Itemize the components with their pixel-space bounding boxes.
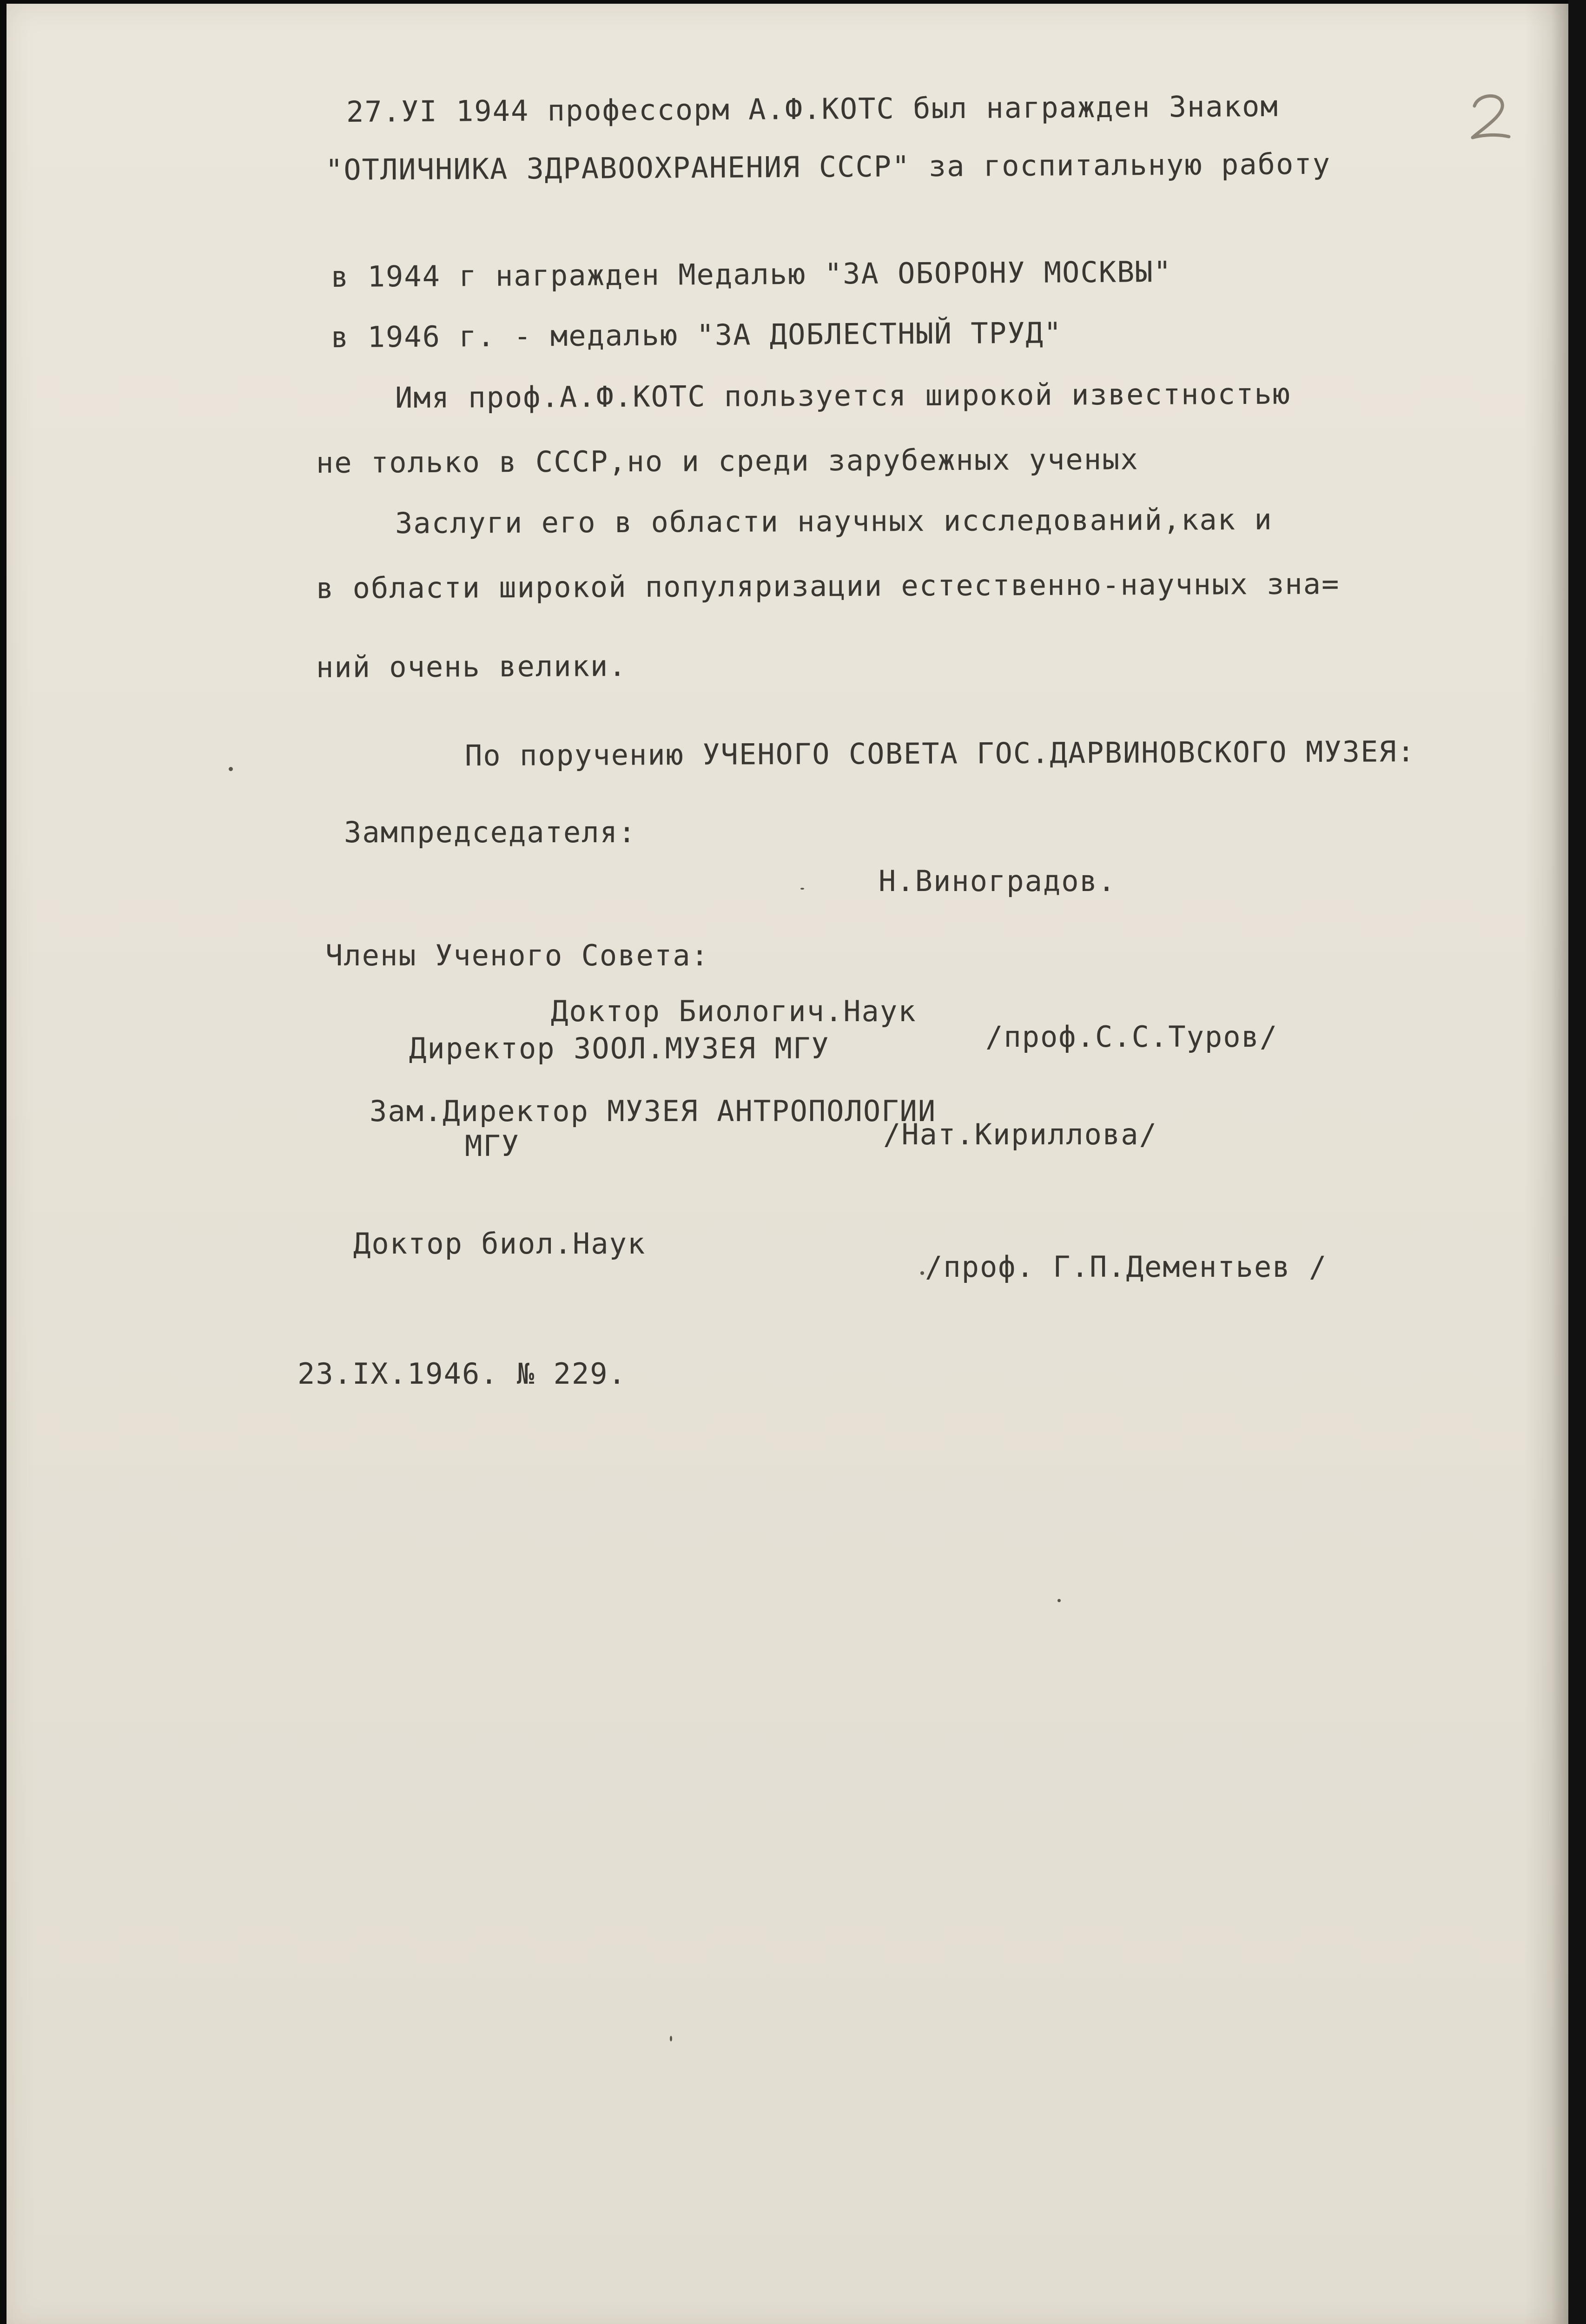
member-3-name: /проф. Г.П.Дементьев / — [925, 1250, 1328, 1284]
fame-line-2: не только в СССР,но и среди зарубежных ученых — [316, 442, 1139, 480]
member-1-name: /проф.С.С.Туров/ — [985, 1020, 1278, 1054]
merit-line-2: в области широкой популяризации естественно-научных зна= — [316, 567, 1340, 605]
paper-speck — [920, 1271, 924, 1275]
document-date-number: 23.IX.1946. № 229. — [297, 1357, 627, 1391]
paper-speck — [800, 888, 804, 890]
members-label: Члены Ученого Совета: — [325, 938, 709, 972]
merit-line-3: ний очень велики. — [316, 649, 627, 684]
member-2-name: /Нат.Кириллова/ — [883, 1117, 1157, 1151]
member-1-position: Директор ЗООЛ.МУЗЕЯ МГУ — [409, 1031, 830, 1065]
fame-line-1: Имя проф.А.Ф.КОТС пользуется широкой известностью — [395, 376, 1291, 415]
commission-line: По поручению УЧЕНОГО СОВЕТА ГОС.ДАРВИНОВСКОГО МУЗЕЯ: — [464, 734, 1416, 772]
award-line-2: "ОТЛИЧНИКА ЗДРАВООХРАНЕНИЯ СССР" за госпитальную работу — [325, 146, 1331, 187]
handwritten-page-number — [1464, 88, 1515, 144]
member-1-degree: Доктор Биологич.Наук — [551, 994, 917, 1028]
paper-speck — [229, 767, 233, 771]
paper-speck — [1057, 1599, 1061, 1602]
deputy-chair-name: Н.Виноградов. — [879, 864, 1117, 898]
deputy-chair-label: Зампредседателя: — [344, 815, 637, 849]
member-2-position-line-1: Зам.Директор МУЗЕЯ АНТРОПОЛОГИИ — [370, 1094, 937, 1128]
scan-border — [1568, 0, 1586, 2324]
paper-fold-shadow — [1525, 4, 1568, 2324]
member-3-degree: Доктор биол.Наук — [353, 1227, 646, 1261]
paper-sheet — [7, 4, 1568, 2324]
award-line-1: 27.УI 1944 профессорм А.Ф.КОТС был награжден Знаком — [346, 89, 1279, 129]
member-2-position-line-2: МГУ — [465, 1129, 520, 1163]
award-valiant-labor: в 1946 г. - медалью "ЗА ДОБЛЕСТНЫЙ ТРУД" — [330, 316, 1063, 354]
merit-line-1: Заслуги его в области научных исследований,как и — [395, 502, 1273, 540]
paper-speck — [670, 2036, 672, 2041]
award-moscow-defense: в 1944 г награжден Медалью "ЗА ОБОРОНУ МОСКВЫ" — [330, 254, 1172, 294]
